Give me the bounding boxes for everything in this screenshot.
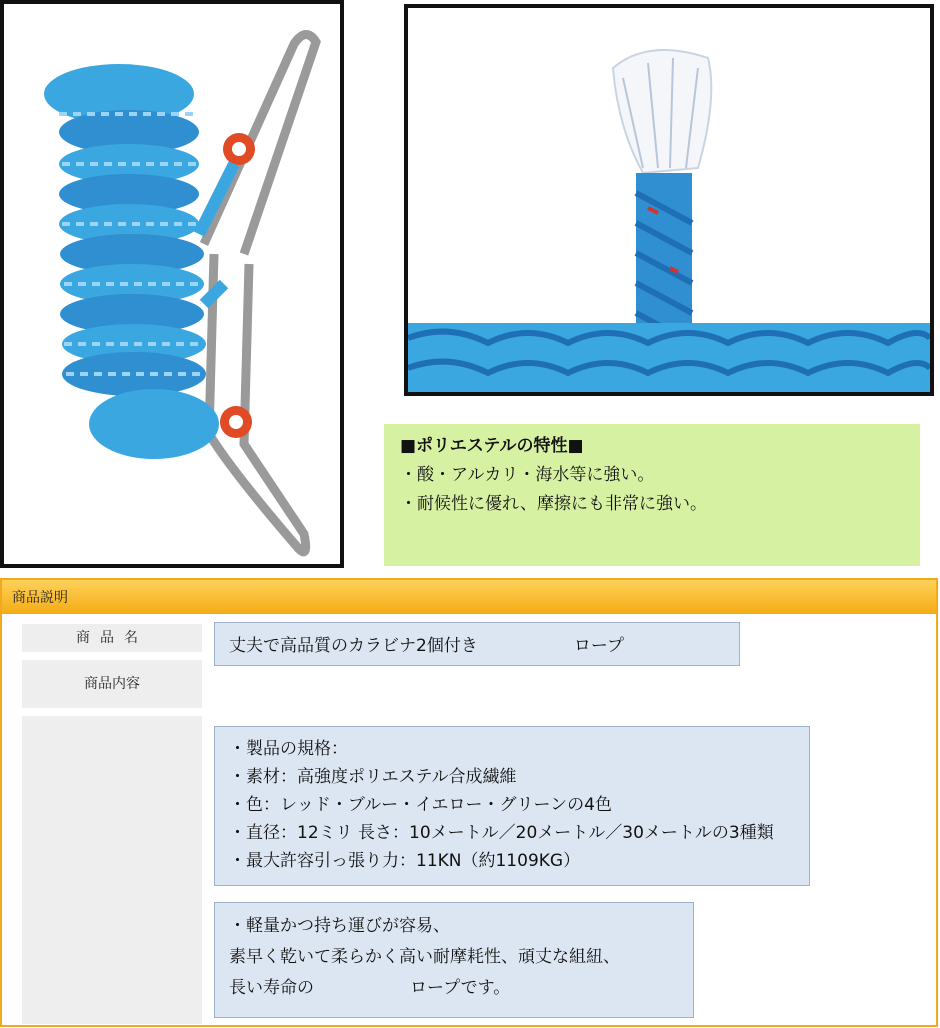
description-header: 商品説明: [2, 580, 936, 614]
rope-end-closeup-photo: [404, 4, 934, 396]
product-name-label: 商品名: [22, 624, 202, 652]
rope-carabiner-photo: [0, 0, 344, 568]
feature-line-3-a: 長い寿命の: [229, 978, 314, 998]
feature-line-2: 素早く乾いて柔らかく高い耐摩耗性、頑丈な組紐、: [229, 947, 620, 967]
product-name-text: 丈夫で高品質のカラビナ2個付き: [229, 636, 478, 656]
polyester-features-box: [384, 424, 920, 566]
spec-line-4: ・直径：12ミリ 長さ：10メートル／20メートル／30メートルの3種類: [229, 823, 774, 843]
product-name-value: [214, 622, 740, 666]
product-description-panel: [0, 578, 938, 1027]
content-label-blank-cell: [22, 716, 202, 1024]
features-title: ■ポリエステルの特性■: [400, 436, 584, 456]
features-line-1: ・酸・アルカリ・海水等に強い。: [400, 465, 655, 485]
product-name-suffix: ロープ: [573, 636, 624, 656]
rope-coil-base: [408, 323, 930, 392]
feature-line-1: ・軽量かつ持ち運びが容易、: [229, 916, 450, 936]
rope-end-illustration: [408, 8, 930, 392]
spec-line-5: ・最大許容引っ張り力：11KN（約1109KG）: [229, 851, 581, 871]
features-line-2: ・耐候性に優れ、摩擦にも非常に強い。: [400, 494, 708, 514]
spec-line-1: ・製品の規格：: [229, 739, 348, 759]
feature-line-3: [229, 973, 679, 1004]
spec-line-2: ・素材：高強度ポリエステル合成繊維: [229, 767, 517, 787]
rope-carabiner-illustration: [4, 4, 340, 564]
feature-line-3-b: ロープです。: [410, 978, 511, 998]
spec-line-3: ・色：レッド・ブルー・イエロー・グリーンの4色: [229, 795, 612, 815]
product-feature-box: [214, 902, 694, 1018]
product-specs-box: [214, 726, 810, 886]
product-content-label: 商品内容: [22, 660, 202, 708]
